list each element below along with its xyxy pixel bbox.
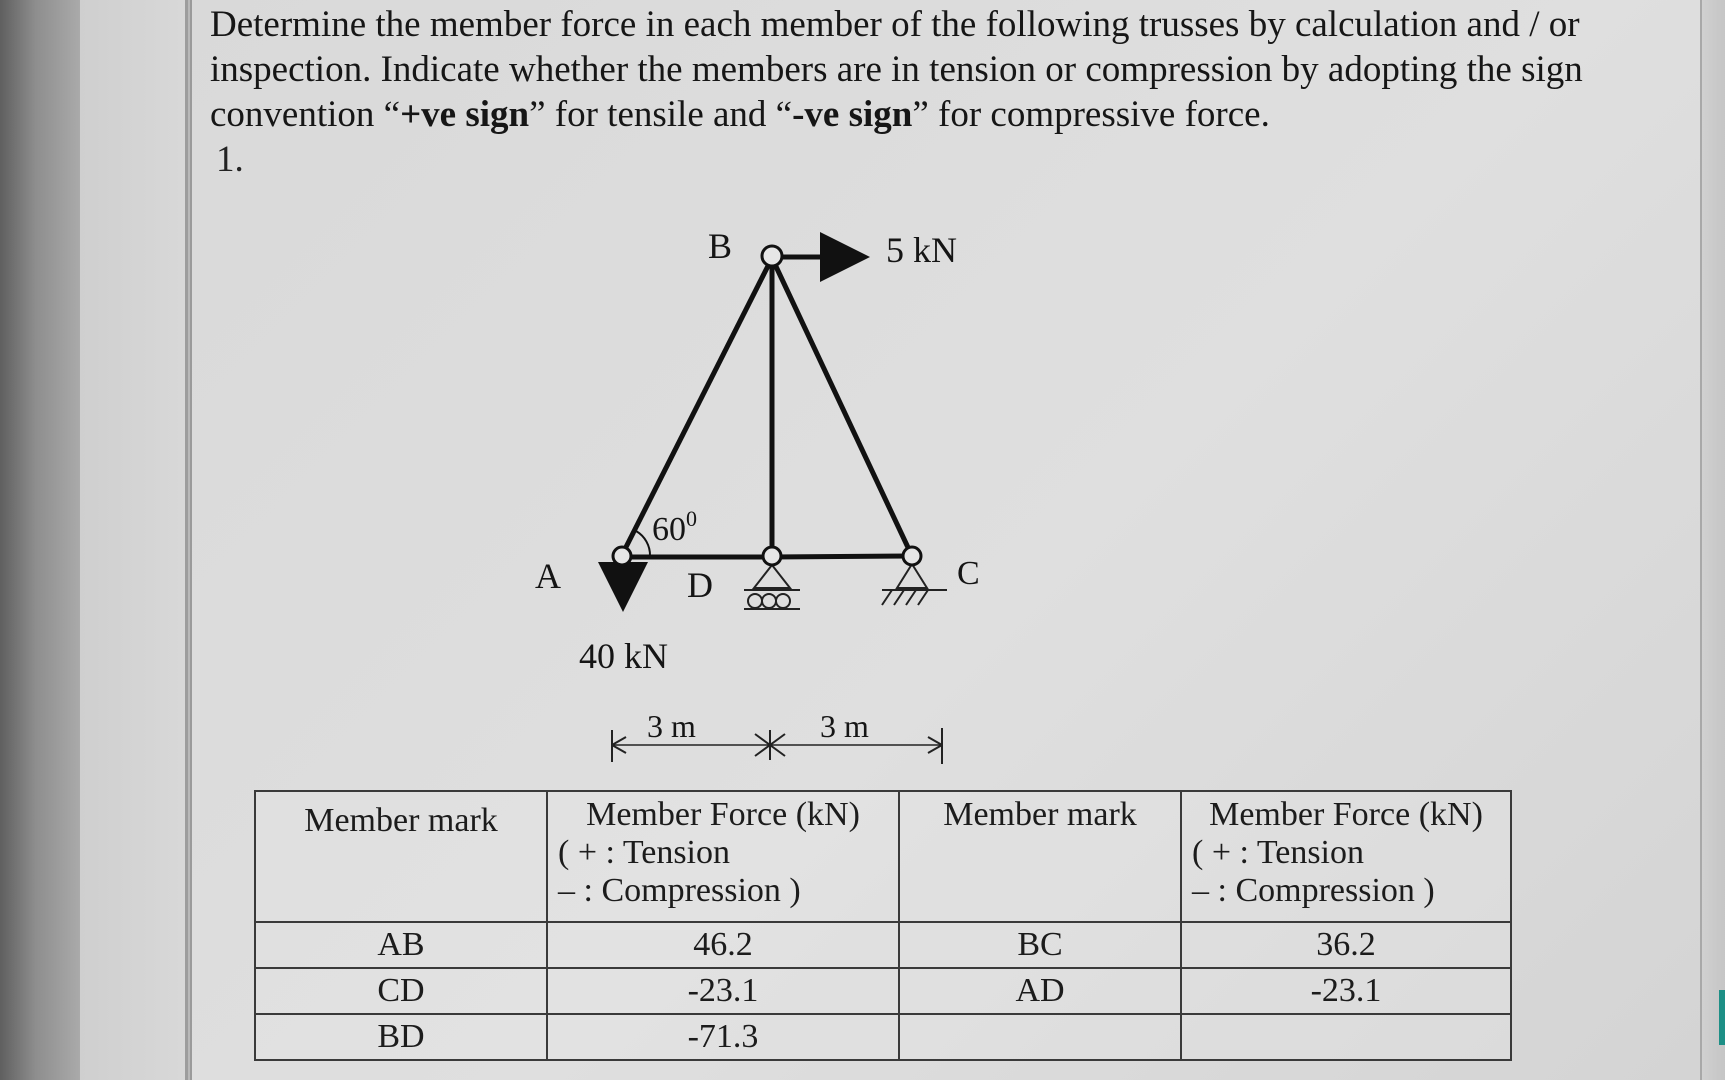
member-ab — [622, 258, 772, 555]
joint-a — [613, 547, 631, 565]
load-label-horizontal: 5 kN — [886, 230, 957, 270]
member-mark-cell — [899, 1014, 1181, 1060]
left-margin-panel — [80, 0, 188, 1080]
question-line-1: Determine the member force in each member of the following trusses by calculation and / or — [210, 4, 1580, 45]
header-member-mark-1: Member mark — [255, 791, 547, 922]
joint-c — [903, 547, 921, 565]
header-member-force-1 — [547, 791, 899, 922]
node-label-d: D — [687, 565, 713, 605]
member-mark-cell: AD — [899, 968, 1181, 1014]
member-force-cell[interactable]: 36.2 — [1181, 922, 1511, 968]
joint-d — [763, 547, 781, 565]
header-compression-note-1: – : Compression ) — [558, 872, 801, 909]
member-force-cell[interactable]: -71.3 — [547, 1014, 899, 1060]
member-mark-cell: CD — [255, 968, 547, 1014]
pin-support-c — [882, 564, 947, 605]
member-force-cell[interactable]: -23.1 — [547, 968, 899, 1014]
member-mark-cell: BD — [255, 1014, 547, 1060]
node-label-c: C — [957, 555, 980, 592]
angle-degree: 0 — [686, 506, 697, 531]
document-page — [190, 0, 1700, 1080]
header-tension-note-1: ( + : Tension — [558, 834, 730, 871]
roller-support-d — [744, 565, 800, 609]
header-compression-note-2: – : Compression ) — [1192, 872, 1435, 909]
taskbar-accent — [1719, 990, 1725, 1045]
question-number: 1. — [216, 139, 244, 180]
table-row — [255, 1014, 1511, 1060]
dimension-label-left: 3 m — [647, 708, 696, 744]
table-row — [255, 922, 1511, 968]
header-tension-note-2: ( + : Tension — [1192, 834, 1364, 871]
table-header-row — [255, 791, 1511, 922]
question-line-3-mid: ” for tensile and “ — [529, 94, 793, 135]
member-force-cell[interactable] — [1181, 1014, 1511, 1060]
question-line-3-pre: convention “ — [210, 94, 401, 135]
member-force-cell[interactable]: 46.2 — [547, 922, 899, 968]
header-member-force-2 — [1181, 791, 1511, 922]
angle-arc — [636, 531, 650, 556]
right-window-edge — [1700, 0, 1725, 1080]
table-row — [255, 968, 1511, 1014]
member-force-cell[interactable]: -23.1 — [1181, 968, 1511, 1014]
answer-table — [254, 790, 1512, 1061]
load-label-vertical: 40 kN — [579, 636, 668, 676]
angle-label — [652, 506, 697, 548]
member-mark-cell: BC — [899, 922, 1181, 968]
truss-diagram — [192, 0, 1700, 790]
member-dc — [772, 556, 912, 557]
question-line-3-post: ” for compressive force. — [912, 94, 1270, 135]
member-mark-cell: AB — [255, 922, 547, 968]
node-label-b: B — [708, 226, 733, 266]
node-label-a: A — [535, 556, 561, 596]
question-line-2: inspection. Indicate whether the members are in tension or compression by adopting the sign — [210, 49, 1583, 90]
joint-b — [762, 246, 782, 266]
member-bc — [772, 258, 912, 556]
header-force-title-2: Member Force (kN) — [1209, 796, 1483, 833]
header-force-title-1: Member Force (kN) — [586, 796, 860, 833]
header-member-mark-2: Member mark — [899, 791, 1181, 922]
tension-sign-text: +ve sign — [400, 94, 530, 135]
angle-value: 60 — [652, 511, 686, 548]
monitor-bezel-left — [0, 0, 80, 1080]
compression-sign-text: -ve sign — [792, 94, 913, 135]
dimension-label-right: 3 m — [820, 708, 869, 744]
